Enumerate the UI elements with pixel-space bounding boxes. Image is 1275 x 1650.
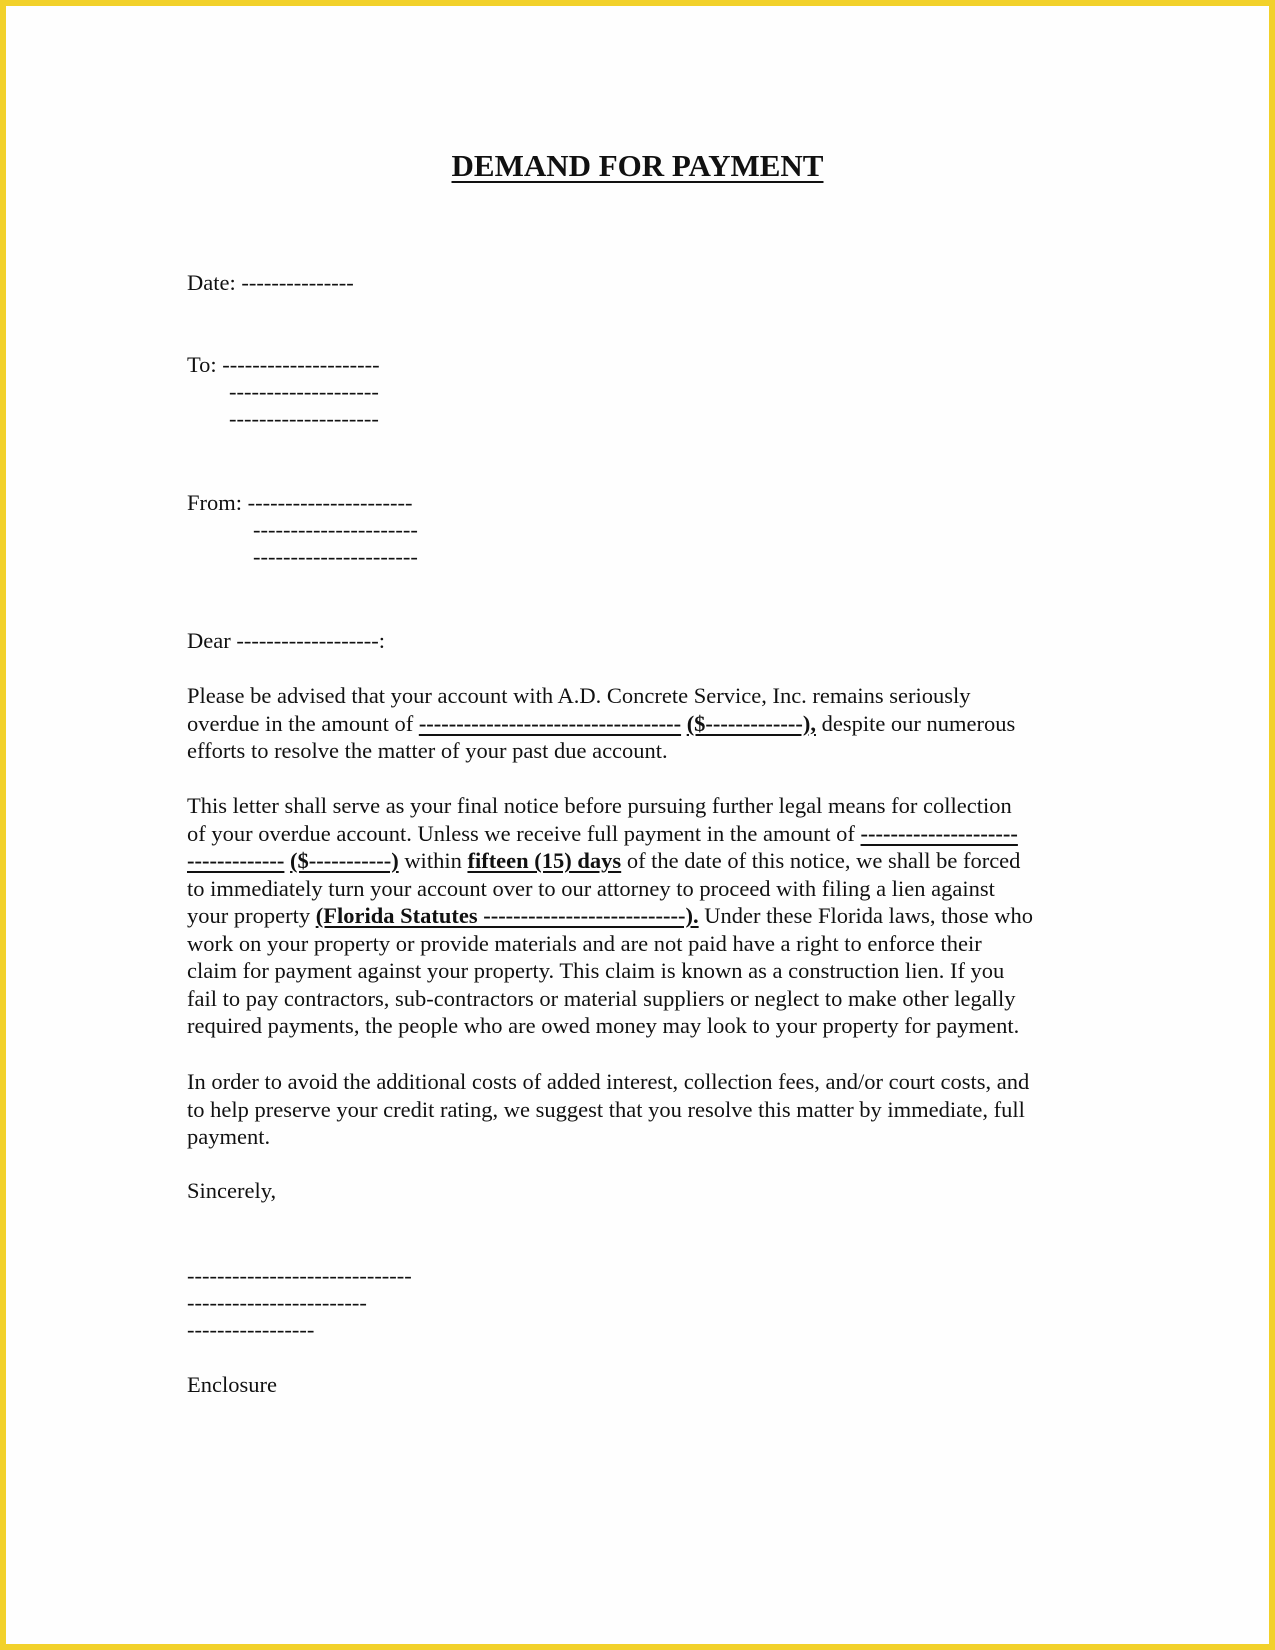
salutation: Dear -------------------: [187, 628, 385, 653]
from-line-1: From: ---------------------- [187, 490, 413, 515]
final-amount-digits-blank: ($-----------) [290, 848, 399, 873]
paragraph-3 [187, 1068, 1087, 1151]
to-line-2: -------------------- [229, 379, 379, 404]
paragraph-3-row-3: payment. [187, 1124, 271, 1149]
paragraph-2-row-4: to immediately turn your account over to our attorney to proceed with filing a lien against [187, 875, 995, 901]
amount-digits-blank: ($-------------), [686, 710, 816, 736]
paragraph-2-row-7: claim for payment against your property. This claim is known as a construction lien. If you [187, 958, 1005, 983]
paragraph-1-row-1: Please be advised that your account with A.D. Concrete Service, Inc. remains seriously [187, 683, 971, 708]
final-amount-words-blank: --------------------- [860, 820, 1018, 846]
signature-line-3: ----------------- [187, 1317, 315, 1342]
signature-line-2: ------------------------ [187, 1290, 367, 1315]
from-line-3: ---------------------- [253, 544, 418, 569]
paragraph-3-row-2: to help preserve your credit rating, we suggest that you resolve this matter by immediate, full [187, 1096, 1025, 1122]
paragraph-1-row-3: efforts to resolve the matter of your past due account. [187, 738, 668, 763]
paragraph-1-row-2: overdue in the amount of ----------------------------------- ($-------------), despite our numerous [187, 710, 1016, 736]
date-line: Date: --------------- [187, 270, 354, 295]
paragraph-2-row-3: ------------- ($-----------) within fifteen (15) days of the date of this notice, we shall be forced [187, 848, 1021, 873]
final-amount-words-blank-cont: ------------- [187, 848, 285, 873]
enclosure-note: Enclosure [187, 1372, 277, 1397]
to-line-3: -------------------- [229, 406, 379, 431]
document-title: DEMAND FOR PAYMENT [451, 148, 824, 183]
paragraph-2 [187, 792, 1087, 1040]
paragraph-2-row-8: fail to pay contractors, sub-contractors or material suppliers or neglect to make other legally [187, 985, 1016, 1011]
paragraph-2-row-1: This letter shall serve as your final notice before pursuing further legal means for collection [187, 793, 1012, 818]
from-line-2: ---------------------- [253, 517, 418, 542]
paragraph-3-row-1: In order to avoid the additional costs of added interest, collection fees, and/or court costs, and [187, 1069, 1030, 1094]
paragraph-2-row-6: work on your property or provide materials and are not paid have a right to enforce their [187, 930, 982, 956]
paragraph-2-row-9: required payments, the people who are owed money may look to your property for payment. [187, 1013, 1020, 1038]
signature-line-1: ------------------------------ [187, 1263, 412, 1288]
florida-statutes-reference: (Florida Statutes ---------------------------). [315, 903, 699, 928]
amount-words-blank: ----------------------------------- [418, 710, 682, 736]
closing: Sincerely, [187, 1178, 277, 1203]
deadline-days: fifteen (15) days [467, 848, 622, 873]
to-line-1: To: --------------------- [187, 352, 380, 377]
paragraph-2-row-2: of your overdue account. Unless we receive full payment in the amount of --------------------- [187, 820, 1018, 846]
paragraph-1 [187, 682, 1087, 765]
paragraph-2-row-5: your property (Florida Statutes ---------------------------). Under these Florida laws, those who [187, 903, 1033, 928]
